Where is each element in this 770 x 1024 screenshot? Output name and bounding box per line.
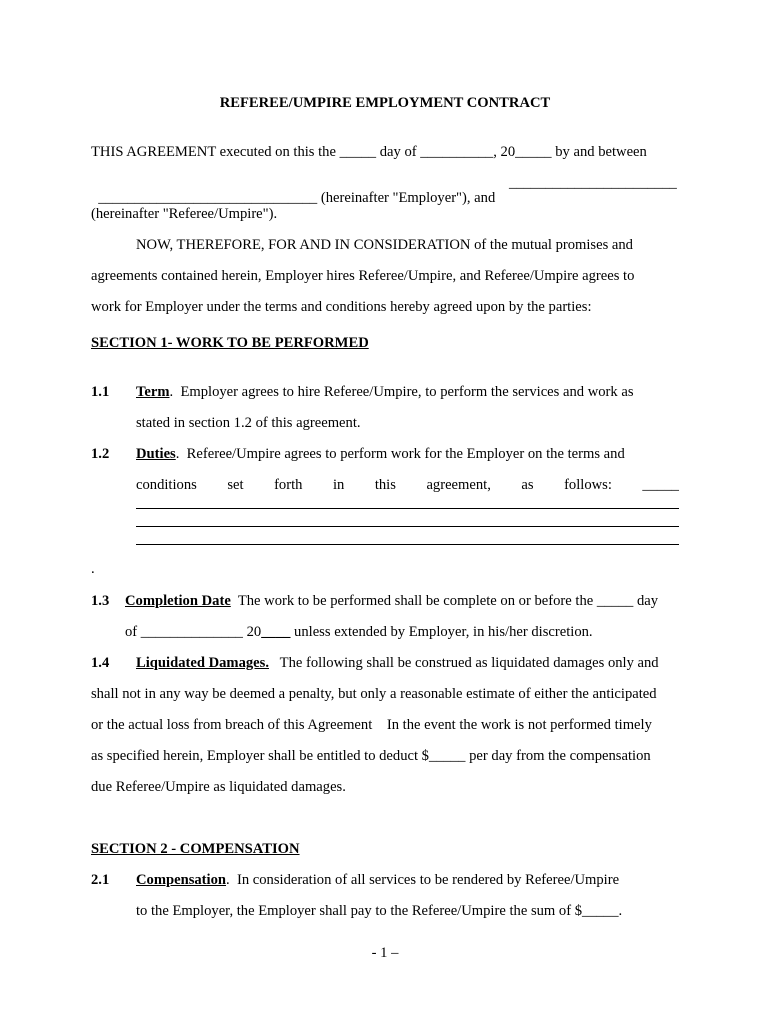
duties-word: agreement, <box>426 477 491 493</box>
employer-blank: ______________________________ <box>98 189 318 206</box>
duties-word: conditions <box>136 477 197 493</box>
clause-1-4-number: 1.4 <box>91 655 110 671</box>
clause-1-2-term: Duties <box>136 446 176 462</box>
clause-1-2-text: . Referee/Umpire agrees to perform work for the Employer on the terms and <box>175 446 625 462</box>
clause-1-4-text: The following shall be construed as liquidated damages only and <box>268 655 659 671</box>
clause-1-1-line-1 <box>136 385 634 400</box>
duties-fill-line <box>136 544 679 545</box>
duties-word: follows: <box>564 477 612 493</box>
clause-1-3-number: 1.3 <box>91 593 110 609</box>
clause-1-3-text: The work to be performed shall be complete on or before the _____ day <box>230 593 659 609</box>
clause-1-3-term: Completion Date <box>125 593 231 609</box>
clause-1-4-line-3: or the actual loss from breach of this Agreement In the event the work is not performed timely <box>91 717 652 733</box>
clause-1-2-line-2 <box>136 478 679 493</box>
clause-1-3-date-prefix: of ______________ 20 <box>125 624 262 640</box>
duties-word: as <box>521 477 534 493</box>
employer-label: (hereinafter "Employer"), and <box>317 189 499 206</box>
clause-1-4-line-5: due Referee/Umpire as liquidated damages. <box>91 779 346 795</box>
clause-2-1-line-1 <box>136 873 619 888</box>
intro-line-1: THIS AGREEMENT executed on this the _____ day of __________, 20_____ by and between <box>91 144 647 160</box>
clause-1-1-text: . Employer agrees to hire Referee/Umpire, to perform the services and work as <box>169 384 634 400</box>
clause-1-2-number: 1.2 <box>91 446 110 462</box>
clause-1-2-line-1 <box>136 447 679 462</box>
duties-fill-line <box>136 526 679 527</box>
duties-word: in <box>332 477 345 493</box>
clause-1-4-term: Liquidated Damages. <box>136 655 269 671</box>
duties-blank: _____ <box>642 477 679 493</box>
duties-word: forth <box>274 477 303 493</box>
clause-1-1-term: Term <box>136 384 170 400</box>
clause-2-1-line-2: to the Employer, the Employer shall pay to the Referee/Umpire the sum of $_____. <box>136 903 623 919</box>
clause-2-1-number: 2.1 <box>91 872 110 888</box>
clause-1-4-line-4: as specified herein, Employer shall be entitled to deduct $_____ per day from the compensation <box>91 748 651 764</box>
intro-para-line-3: work for Employer under the terms and conditions hereby agreed upon by the parties: <box>91 299 592 315</box>
section-1-heading: SECTION 1- WORK TO BE PERFORMED <box>91 335 369 351</box>
clause-1-3-date-suffix: unless extended by Employer, in his/her discretion. <box>290 624 593 640</box>
referee-blank: _______________________ <box>509 175 677 191</box>
clause-1-2-trailing-period: . <box>91 561 95 577</box>
intro-line-3: (hereinafter "Referee/Umpire"). <box>91 206 278 222</box>
clause-1-4-line-1 <box>136 656 659 671</box>
clause-2-1-text: . In consideration of all services to be rendered by Referee/Umpire <box>226 872 620 888</box>
clause-1-1-line-2: stated in section 1.2 of this agreement. <box>136 415 361 431</box>
duties-word: this <box>374 477 396 493</box>
page-number: - 1 – <box>371 945 399 961</box>
duties-fill-line <box>136 508 679 509</box>
clause-1-3-line-1 <box>125 594 658 609</box>
section-2-heading: SECTION 2 - COMPENSATION <box>91 841 300 857</box>
document-title: REFEREE/UMPIRE EMPLOYMENT CONTRACT <box>219 95 551 111</box>
intro-line-2 <box>91 176 499 205</box>
year-blank: ____ <box>261 624 291 640</box>
clause-1-1-number: 1.1 <box>91 384 110 400</box>
duties-word: set <box>227 477 244 493</box>
clause-1-3-line-2 <box>125 625 593 640</box>
clause-2-1-term: Compensation <box>136 872 227 888</box>
intro-para-line-2: agreements contained herein, Employer hires Referee/Umpire, and Referee/Umpire agrees to <box>91 268 635 284</box>
intro-para-line-1: NOW, THEREFORE, FOR AND IN CONSIDERATION of the mutual promises and <box>136 237 633 253</box>
clause-1-4-line-2: shall not in any way be deemed a penalty, but only a reasonable estimate of either the anticipated <box>91 686 657 702</box>
